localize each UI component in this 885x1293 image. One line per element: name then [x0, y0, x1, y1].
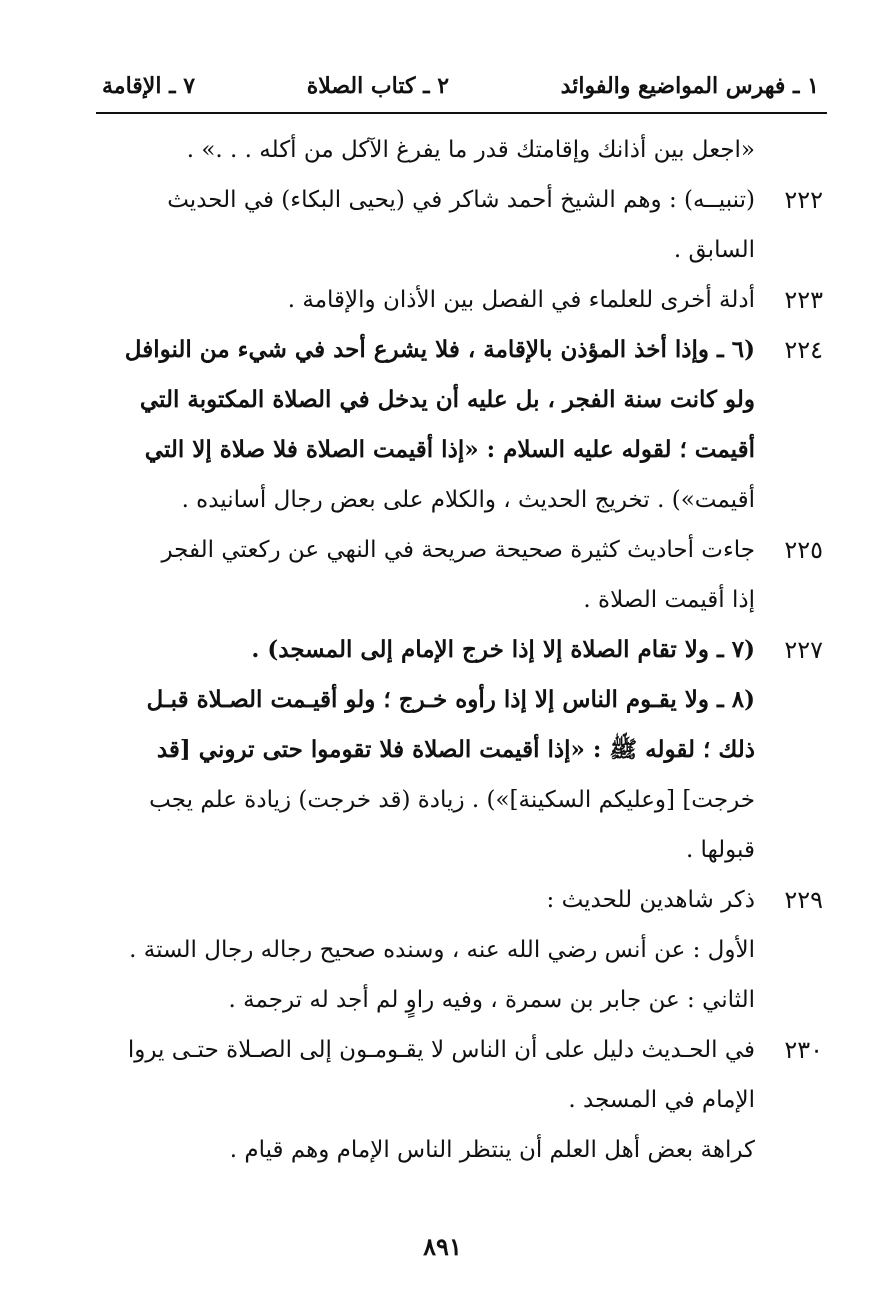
entry-body [86, 325, 755, 525]
entry-body [86, 1025, 755, 1175]
entry-page-number: ٢٢٧ [784, 636, 823, 664]
entry-text-line: خرجت] [وعليكم السكينة]») . زيادة (قد خرجت) زيادة علم يجب [149, 787, 755, 813]
entry-page-number: ٢٢٢ [784, 186, 823, 214]
index-entry [86, 125, 823, 175]
entry-text-line: الأول : عن أنس رضي الله عنه ، وسنده صحيح رجاله رجال الستة . [129, 937, 755, 963]
entry-text-line: السابق . [673, 237, 755, 263]
entry-text-line: في الحـديث دليل على أن الناس لا يقـومـون إلى الصـلاة حتـى يروا [127, 1037, 755, 1063]
header-rule [96, 112, 827, 114]
index-entry [86, 875, 823, 1025]
entry-body [86, 625, 755, 875]
entry-text-line: الثاني : عن جابر بن سمرة ، وفيه راوٍ لم أجد له ترجمة . [228, 987, 755, 1013]
entry-body [86, 175, 755, 275]
index-entry [86, 625, 823, 875]
entry-text-line: ذلك ؛ لقوله ﷺ : «إذا أقيمت الصلاة فلا تقوموا حتى تروني [قد [156, 736, 755, 763]
entry-text-line: الإمام في المسجد . [568, 1087, 755, 1113]
entry-body [86, 875, 755, 1025]
entry-text-line: أدلة أخرى للعلماء في الفصل بين الأذان والإقامة . [287, 287, 755, 313]
index-entries [86, 125, 823, 1175]
entry-text-line: ذكر شاهدين للحديث : [546, 887, 755, 913]
header-section-chapter: ٧ ـ الإقامة [102, 73, 196, 99]
entry-text-line: (٦ ـ وإذا أخذ المؤذن بالإقامة ، فلا يشرع أحد في شيء من النوافل [124, 336, 755, 363]
entry-text-line: (٧ ـ ولا تقام الصلاة إلا إذا خرج الإمام إلى المسجد) . [251, 636, 755, 663]
entry-page-number: ٢٢٩ [784, 886, 823, 914]
entry-body [86, 125, 755, 175]
running-header [102, 66, 819, 106]
entry-text-line: (تنبيــه) : وهم الشيخ أحمد شاكر في (يحيى البكاء) في الحديث [167, 187, 755, 213]
entry-page-number: ٢٢٥ [784, 536, 823, 564]
entry-page-number: ٢٣٠ [784, 1036, 823, 1064]
entry-text-line: «اجعل بين أذانك وإقامتك قدر ما يفرغ الآكل من أكله . . .» . [186, 137, 755, 163]
entry-body [86, 275, 755, 325]
index-entry [86, 275, 823, 325]
entry-page-number: ٢٢٣ [784, 286, 823, 314]
header-section-index: ١ ـ فهرس المواضيع والفوائد [560, 73, 819, 99]
entry-text-line: أقيمت») . تخريج الحديث ، والكلام على بعض رجال أسانيده . [181, 487, 755, 513]
index-entry [86, 525, 823, 625]
entry-text-line: أقيمت ؛ لقوله عليه السلام : «إذا أقيمت الصلاة فلا صلاة إلا التي [144, 436, 755, 463]
entry-text-line: إذا أقيمت الصلاة . [583, 587, 755, 613]
entry-page-number: ٢٢٤ [784, 336, 823, 364]
page-number: ٨٩١ [423, 1232, 462, 1261]
entry-text-line: قبولها . [685, 837, 755, 863]
index-entry [86, 325, 823, 525]
entry-text-line: ولو كانت سنة الفجر ، بل عليه أن يدخل في الصلاة المكتوبة التي [139, 386, 755, 413]
index-entry [86, 1025, 823, 1175]
entry-text-line: جاءت أحاديث كثيرة صحيحة صريحة في النهي عن ركعتي الفجر [161, 537, 755, 563]
header-section-book: ٢ ـ كتاب الصلاة [306, 73, 450, 99]
entry-body [86, 525, 755, 625]
entry-text-line: (٨ ـ ولا يقـوم الناس إلا إذا رأوه خـرج ؛ ولو أقيـمت الصـلاة قبـل [146, 686, 755, 713]
index-entry [86, 175, 823, 275]
entry-text-line: كراهة بعض أهل العلم أن ينتظر الناس الإمام وهم قيام . [229, 1137, 755, 1163]
